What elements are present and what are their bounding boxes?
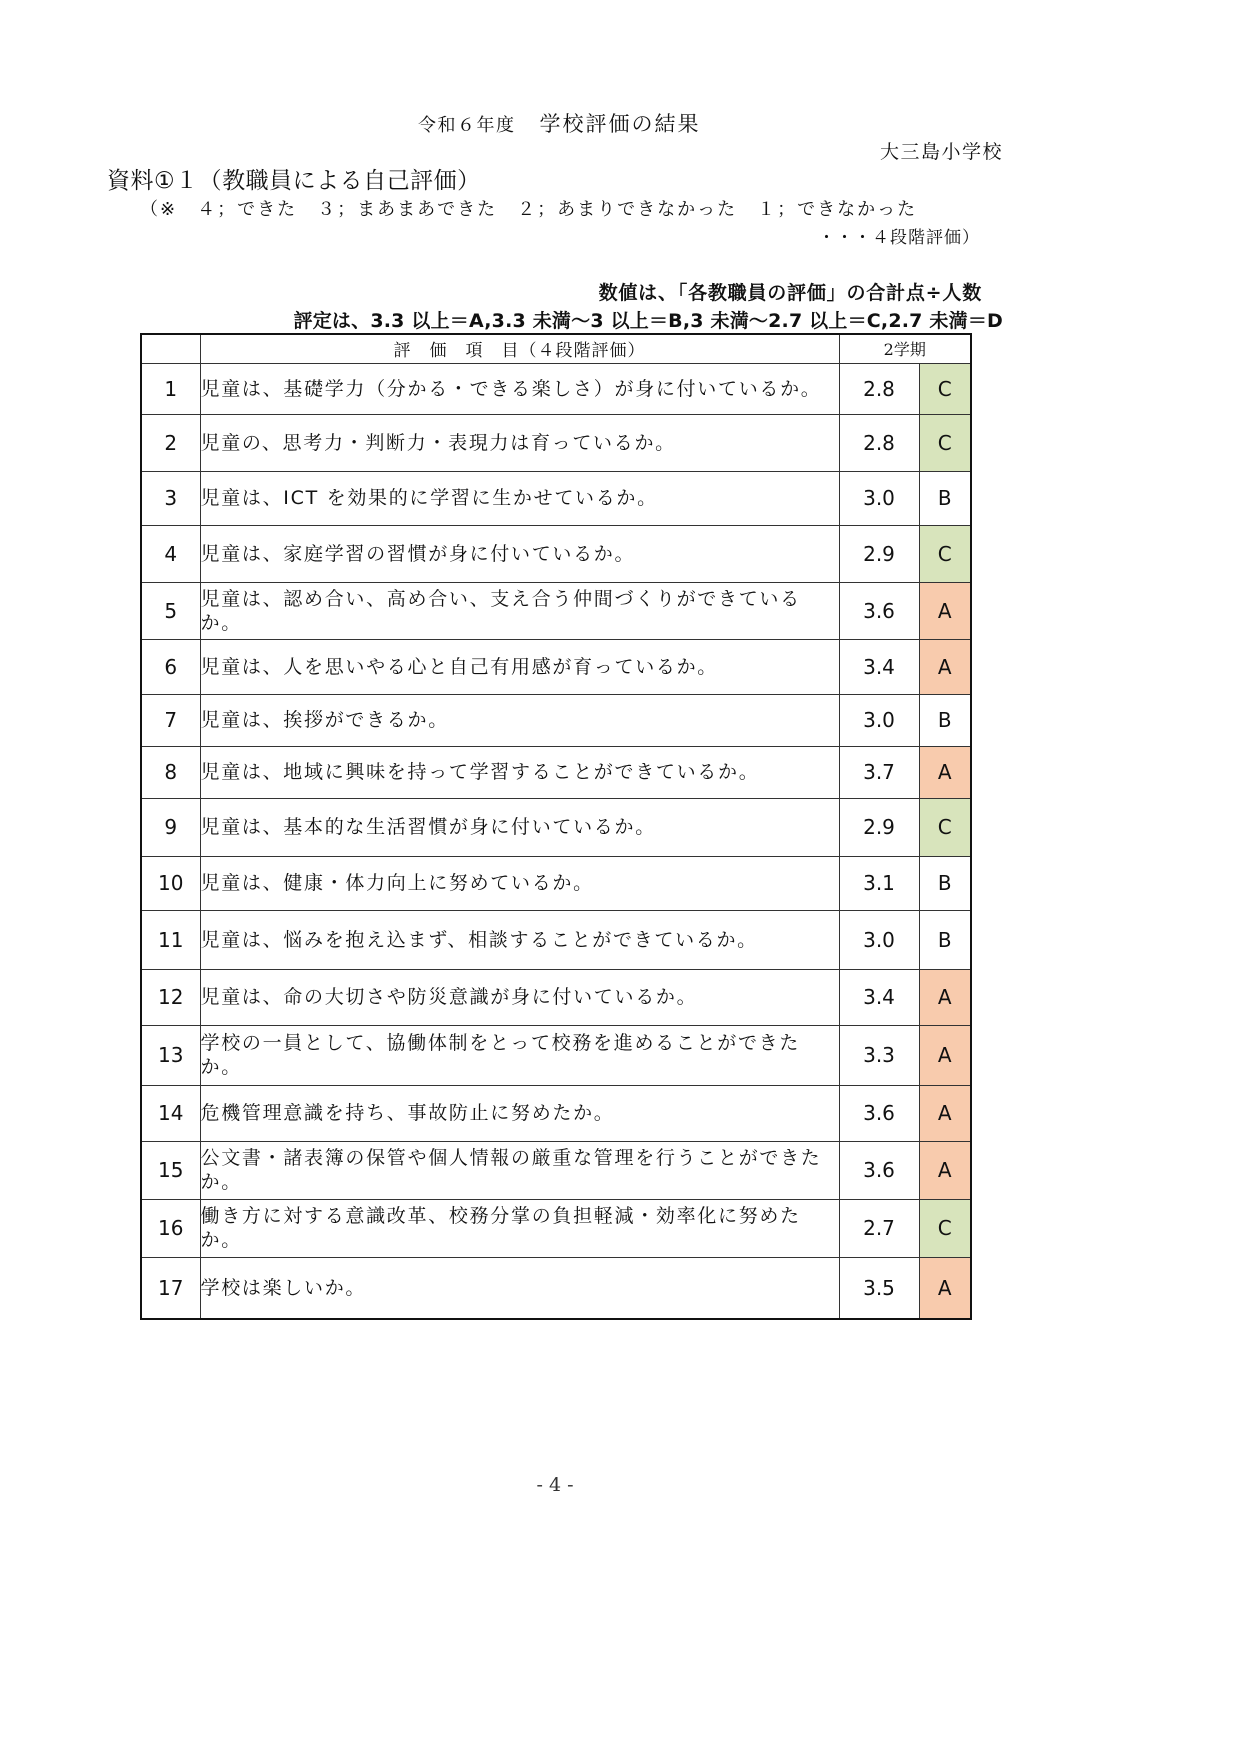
table-row: [141, 969, 971, 1025]
item-score: 2.8: [839, 414, 919, 471]
item-grade: B: [919, 471, 971, 525]
item-grade: A: [919, 746, 971, 798]
item-score: 3.6: [839, 582, 919, 639]
item-number: 13: [141, 1025, 200, 1085]
item-text: 児童は、地域に興味を持って学習することができているか。: [200, 746, 839, 798]
item-score: 3.4: [839, 639, 919, 694]
item-score: 3.6: [839, 1085, 919, 1141]
item-text: 児童は、人を思いやる心と自己有用感が育っているか。: [200, 639, 839, 694]
rating-rule-note: 評定は、3.3 以上＝A,3.3 未満～3 以上＝B,3 未満～2.7 以上＝C,2.7 未満＝D: [293, 310, 1003, 332]
item-grade: A: [919, 582, 971, 639]
item-number: 14: [141, 1085, 200, 1141]
table-row: [141, 746, 971, 798]
item-text: 公文書・諸表簿の保管や個人情報の厳重な管理を行うことができたか。: [200, 1141, 839, 1199]
item-number: 15: [141, 1141, 200, 1199]
item-number: 7: [141, 694, 200, 746]
item-grade: C: [919, 1199, 971, 1257]
item-text: 児童は、基本的な生活習慣が身に付いているか。: [200, 798, 839, 856]
item-score: 2.8: [839, 363, 919, 414]
item-text: 働き方に対する意識改革、校務分掌の負担軽減・効率化に努めたか。: [200, 1199, 839, 1257]
item-text: 児童は、ICT を効果的に学習に生かせているか。: [200, 471, 839, 525]
item-grade: A: [919, 1257, 971, 1319]
item-text: 児童は、挨拶ができるか。: [200, 694, 839, 746]
item-score: 3.0: [839, 694, 919, 746]
item-score: 3.0: [839, 910, 919, 969]
item-score: 3.4: [839, 969, 919, 1025]
item-number: 11: [141, 910, 200, 969]
scale-legend: （※ ４；できた ３；まあまあできた ２；あまりできなかった １；できなかった: [140, 199, 918, 220]
item-text: 学校の一員として、協働体制をとって校務を進めることができたか。: [200, 1025, 839, 1085]
table-row: [141, 639, 971, 694]
item-number: 4: [141, 525, 200, 582]
evaluation-table: [140, 333, 972, 1320]
calculation-note: 数値は、「各教職員の評価」の合計点÷人数: [598, 282, 982, 304]
table-header-row: [141, 334, 971, 363]
item-text: 児童の、思考力・判断力・表現力は育っているか。: [200, 414, 839, 471]
item-grade: C: [919, 525, 971, 582]
page-number: - 4 -: [536, 1474, 574, 1496]
item-score: 2.9: [839, 525, 919, 582]
table-row: [141, 582, 971, 639]
item-score: 3.5: [839, 1257, 919, 1319]
title-main: 学校評価の結果: [539, 112, 701, 136]
item-text: 学校は楽しいか。: [200, 1257, 839, 1319]
item-grade: C: [919, 414, 971, 471]
item-text: 危機管理意識を持ち、事故防止に努めたか。: [200, 1085, 839, 1141]
item-grade: B: [919, 910, 971, 969]
item-number: 2: [141, 414, 200, 471]
document-title: [418, 108, 701, 138]
table-row: [141, 1199, 971, 1257]
item-number: 12: [141, 969, 200, 1025]
title-year: 令和６年度: [418, 115, 516, 136]
item-grade: B: [919, 856, 971, 910]
item-text: 児童は、命の大切さや防災意識が身に付いているか。: [200, 969, 839, 1025]
item-score: 2.7: [839, 1199, 919, 1257]
item-number: 10: [141, 856, 200, 910]
item-number: 6: [141, 639, 200, 694]
term-header: 2学期: [839, 334, 971, 363]
table-row: [141, 910, 971, 969]
item-text: 児童は、悩みを抱え込まず、相談することができているか。: [200, 910, 839, 969]
table-row: [141, 471, 971, 525]
item-score: 2.9: [839, 798, 919, 856]
item-grade: A: [919, 1025, 971, 1085]
school-name: 大三島小学校: [879, 141, 1003, 163]
item-grade: B: [919, 694, 971, 746]
item-score: 3.3: [839, 1025, 919, 1085]
item-score: 3.0: [839, 471, 919, 525]
item-number: 9: [141, 798, 200, 856]
item-text: 児童は、認め合い、高め合い、支え合う仲間づくりができているか。: [200, 582, 839, 639]
item-text: 児童は、家庭学習の習慣が身に付いているか。: [200, 525, 839, 582]
item-text: 児童は、基礎学力（分かる・できる楽しさ）が身に付いているか。: [200, 363, 839, 414]
table-row: [141, 1141, 971, 1199]
table-row: [141, 414, 971, 471]
item-grade: C: [919, 798, 971, 856]
item-header: 評 価 項 目（４段階評価）: [200, 334, 839, 363]
section-heading: 資料①１（教職員による自己評価）: [107, 168, 481, 194]
table-row: [141, 1085, 971, 1141]
item-number: 3: [141, 471, 200, 525]
table-row: [141, 798, 971, 856]
item-grade: A: [919, 639, 971, 694]
scale-legend-end: ・・・４段階評価）: [818, 228, 980, 248]
item-grade: A: [919, 969, 971, 1025]
item-grade: C: [919, 363, 971, 414]
item-text: 児童は、健康・体力向上に努めているか。: [200, 856, 839, 910]
item-number: 16: [141, 1199, 200, 1257]
item-grade: A: [919, 1085, 971, 1141]
item-number: 5: [141, 582, 200, 639]
item-number: 17: [141, 1257, 200, 1319]
number-header: [141, 334, 200, 363]
table-row: [141, 363, 971, 414]
table-row: [141, 525, 971, 582]
item-score: 3.7: [839, 746, 919, 798]
item-score: 3.6: [839, 1141, 919, 1199]
item-grade: A: [919, 1141, 971, 1199]
table-row: [141, 1257, 971, 1319]
table-row: [141, 856, 971, 910]
table-row: [141, 694, 971, 746]
item-score: 3.1: [839, 856, 919, 910]
item-number: 1: [141, 363, 200, 414]
item-number: 8: [141, 746, 200, 798]
table-row: [141, 1025, 971, 1085]
table-body: [141, 363, 971, 1319]
